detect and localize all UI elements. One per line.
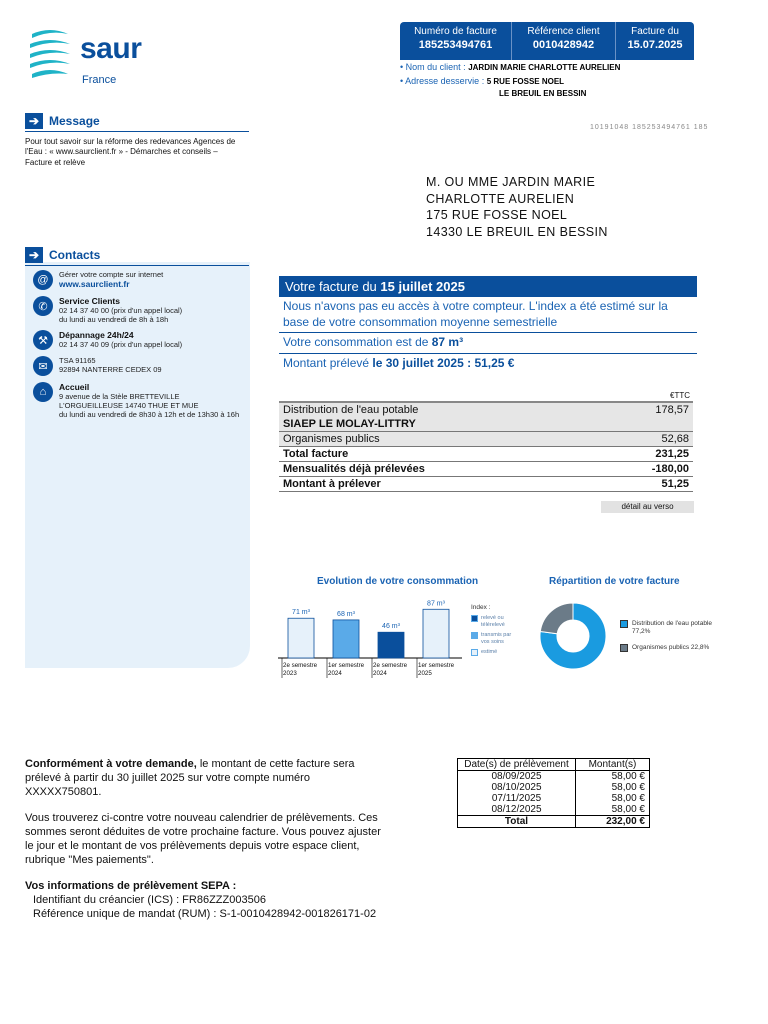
consumption-chart-title: Evolution de votre consommation xyxy=(317,576,479,587)
at-icon: @ xyxy=(33,270,53,290)
contact-text: Gérer votre compte sur internet xyxy=(59,270,164,279)
schedule-amount: 58,00 € xyxy=(576,804,650,816)
sepa-intro-bold: Conformément à votre demande, xyxy=(25,758,197,770)
contact-depannage xyxy=(33,330,241,350)
schedule-total-value: 232,00 € xyxy=(576,816,650,828)
sepa-intro-rest: le montant de cette facture sera prélevé à partir du 30 juillet 2025 sur votre compte numéro XXXXX750801. xyxy=(25,758,355,798)
consumption-bar xyxy=(288,618,314,658)
client-name-line xyxy=(400,62,620,72)
sepa-rum: Référence unique de mandat (RUM) : S-1-0010428942-001826171-02 xyxy=(33,907,377,920)
category-label: 2e semestre xyxy=(373,662,408,669)
schedule-total-row xyxy=(458,816,650,828)
contact-service-clients xyxy=(33,296,241,324)
amount-row xyxy=(279,477,693,492)
legend-swatch xyxy=(471,615,478,622)
brand-country: France xyxy=(82,74,117,86)
header-value: 185253494761 xyxy=(418,39,493,51)
mail-icon: ✉ xyxy=(33,356,53,376)
contact-title: Dépannage 24h/24 xyxy=(59,330,134,341)
schedule-row xyxy=(458,782,650,793)
invoice-date-cell xyxy=(616,22,694,60)
category-label: 2025 xyxy=(418,670,432,677)
sepa-info-title: Vos informations de prélèvement SEPA : xyxy=(25,880,237,893)
withdrawal-line xyxy=(279,354,697,374)
recipient-line: 175 RUE FOSSE NOEL xyxy=(426,208,568,222)
legend-item xyxy=(620,644,720,652)
amount-value: -180,00 xyxy=(597,462,693,477)
amounts-table-wrap xyxy=(279,401,693,492)
amounts-table xyxy=(279,403,693,492)
message-title: Message xyxy=(49,114,100,128)
wrench-icon: ⚒ xyxy=(33,330,53,350)
sepa-ics: Identifiant du créancier (ICS) : FR86ZZZ003506 xyxy=(33,894,266,906)
legend-swatch xyxy=(471,649,478,656)
withdrawal-label: Montant prélevé xyxy=(283,355,373,370)
category-label: 2e semestre xyxy=(283,662,318,669)
donut-slice xyxy=(540,603,573,634)
amount-row xyxy=(279,403,693,417)
amount-label: Total facture xyxy=(279,447,597,462)
legend-items xyxy=(471,615,531,656)
recipient-line: M. OU MME JARDIN MARIE xyxy=(426,175,596,189)
category-label: 2024 xyxy=(328,670,342,677)
bar-value-label: 46 m³ xyxy=(382,623,400,631)
bar-value-label: 71 m³ xyxy=(292,609,310,617)
contact-hours: du lundi au vendredi de 8h à 18h xyxy=(59,315,169,325)
header-label: Référence client xyxy=(527,26,600,37)
legend-label: Distribution de l'eau potable xyxy=(632,620,713,627)
consumption-value: 87 m³ xyxy=(431,335,464,350)
header-value: 0010428942 xyxy=(532,39,595,51)
amount-row xyxy=(279,447,693,462)
legend-value: 77,2% xyxy=(632,627,651,635)
schedule-header xyxy=(458,759,650,771)
contact-hours: du lundi au vendredi de 8h30 à 12h et de 13h30 à 16h xyxy=(59,410,240,420)
service-address-line1: 5 RUE FOSSE NOEL xyxy=(486,77,565,86)
contact-title: Service Clients xyxy=(59,296,120,306)
contacts-list xyxy=(25,266,249,429)
legend-item xyxy=(471,649,531,656)
amount-row xyxy=(279,462,693,477)
saur-wave-icon xyxy=(28,28,72,80)
consumption-line xyxy=(279,333,697,354)
consumption-bar xyxy=(333,620,359,658)
schedule-date: 08/12/2025 xyxy=(458,804,576,816)
brand-name: saur xyxy=(80,32,142,65)
legend-swatch xyxy=(471,632,478,639)
schedule-date: 08/09/2025 xyxy=(458,771,576,783)
phone-icon: ✆ xyxy=(33,296,53,316)
service-address-line2-wrap xyxy=(499,88,586,98)
consumption-bar xyxy=(423,609,449,658)
amount-label: Mensualités déjà prélevées xyxy=(279,462,597,477)
arrow-right-icon: ➔ xyxy=(25,247,43,263)
category-label: 1er semestre xyxy=(328,662,365,669)
legend-title: Index : xyxy=(471,604,491,611)
detail-link[interactable]: détail au verso xyxy=(601,501,694,513)
amount-label: Organismes publics xyxy=(279,432,597,447)
invoice-title xyxy=(279,276,697,297)
invoice-title-pre: Votre facture du xyxy=(285,279,381,294)
header-label: Facture du xyxy=(631,26,679,37)
legend-label: transmis par vos soins xyxy=(481,632,512,645)
consumption-legend xyxy=(471,604,531,656)
schedule-table-wrap xyxy=(457,758,650,828)
service-address-line xyxy=(400,76,564,86)
schedule-date: 08/10/2025 xyxy=(458,782,576,793)
legend-item xyxy=(471,615,531,628)
amount-value: 178,57 xyxy=(597,403,693,417)
invoice-title-date: 15 juillet 2025 xyxy=(380,279,465,294)
amount-value: 51,25 xyxy=(597,477,693,492)
recipient-line: CHARLOTTE AURELIEN xyxy=(426,191,575,206)
contact-address1: 9 avenue de la Stèle BRETTEVILLE xyxy=(59,392,180,402)
recipient-address xyxy=(426,174,608,240)
schedule-row xyxy=(458,771,650,783)
schedule-col-date: Date(s) de prélèvement xyxy=(458,759,576,771)
invoice-header-box xyxy=(400,22,694,60)
message-text: Pour tout savoir sur la réforme des redevances Agences de l'Eau : « www.saurclient.fr » - Démarches et conseils – Facture et relève xyxy=(25,137,236,167)
distribution-legend xyxy=(620,620,720,652)
legend-label: estimé xyxy=(481,649,498,656)
arrow-right-icon: ➔ xyxy=(25,113,43,129)
contact-mail-line1: TSA 91165 xyxy=(59,356,96,366)
sepa-paragraph-1 xyxy=(25,758,385,799)
client-reference-cell xyxy=(512,22,616,60)
category-label: 1er semestre xyxy=(418,662,455,669)
currency-label: €TTC xyxy=(670,391,690,400)
message-section xyxy=(25,113,249,168)
sepa-notice xyxy=(25,758,385,922)
recipient-line: 14330 LE BREUIL EN BESSIN xyxy=(426,224,608,239)
distribution-chart-title: Répartition de votre facture xyxy=(549,576,680,587)
header-label: Numéro de facture xyxy=(414,26,497,37)
home-icon: ⌂ xyxy=(33,382,53,402)
schedule-col-amount: Montant(s) xyxy=(576,759,650,771)
legend-item xyxy=(620,620,720,636)
legend-swatch xyxy=(620,644,628,652)
consumption-label: Votre consommation est de xyxy=(283,335,432,350)
reference-code: 10191048 185253494761 185 xyxy=(590,124,709,131)
contact-title: Accueil xyxy=(59,382,90,393)
legend-swatch xyxy=(620,620,628,628)
amount-value: 231,25 xyxy=(597,447,693,462)
distribution-donut-chart xyxy=(538,601,608,671)
category-label: 2024 xyxy=(373,670,387,677)
contacts-title: Contacts xyxy=(49,248,101,262)
legend-label: Organismes publics 22,8% xyxy=(632,643,710,651)
withdrawal-value: le 30 juillet 2025 : 51,25 € xyxy=(372,355,515,370)
website-link[interactable]: www.saurclient.fr xyxy=(59,279,130,289)
bar-value-label: 68 m³ xyxy=(337,610,355,618)
amount-label: SIAEP LE MOLAY-LITTRY xyxy=(279,417,597,432)
schedule-row xyxy=(458,793,650,804)
category-label: 2023 xyxy=(283,670,297,677)
logo xyxy=(28,28,168,88)
client-name-value: JARDIN MARIE CHARLOTTE AURELIEN xyxy=(468,63,621,72)
contact-mail-line2: 92894 NANTERRE CEDEX 09 xyxy=(59,365,162,375)
legend-item xyxy=(471,632,531,645)
contacts-section xyxy=(25,247,249,429)
schedule-table xyxy=(457,758,650,828)
amount-row xyxy=(279,432,693,447)
client-name-label: • Nom du client : xyxy=(400,62,466,72)
consumption-bar xyxy=(378,632,404,658)
invoice-number-cell xyxy=(400,22,512,60)
header-value: 15.07.2025 xyxy=(627,39,683,51)
contact-accueil xyxy=(33,382,241,419)
contact-address2: L'ORGUEILLEUSE 14740 THUE ET MUE xyxy=(59,401,199,411)
amount-row xyxy=(279,417,693,432)
invoice-summary xyxy=(279,276,697,373)
contact-web xyxy=(33,270,241,290)
bar-value-label: 87 m³ xyxy=(427,600,445,608)
amount-value xyxy=(597,417,693,432)
message-header xyxy=(25,113,249,132)
schedule-date: 07/11/2025 xyxy=(458,793,576,804)
schedule-amount: 58,00 € xyxy=(576,793,650,804)
contact-phone: 02 14 37 40 00 (prix d'un appel local) xyxy=(59,306,183,316)
service-address-label: • Adresse desservie : xyxy=(400,76,485,86)
sepa-paragraph-2: Vous trouverez ci-contre votre nouveau calendrier de prélèvements. Ces sommes seront déduites de votre prochaine facture. Vous pouvez ajuster le jour et le montant de vos prélèvements depuis votre espace client, rubrique "Mes paiements". xyxy=(25,812,381,866)
estimate-notice: Nous n'avons pas eu accès à votre compteur. L'index a été estimé sur la base de votre consommation moyenne semestrielle xyxy=(279,297,697,333)
contact-phone: 02 14 37 40 09 (prix d'un appel local) xyxy=(59,340,183,350)
contact-mail xyxy=(33,356,241,376)
amount-value: 52,68 xyxy=(597,432,693,447)
amount-label: Distribution de l'eau potable xyxy=(279,403,597,417)
legend-label: relevé ou télérelevé xyxy=(481,615,505,628)
schedule-total-label: Total xyxy=(458,816,576,828)
contacts-header xyxy=(25,247,249,266)
schedule-amount: 58,00 € xyxy=(576,771,650,783)
schedule-amount: 58,00 € xyxy=(576,782,650,793)
schedule-row xyxy=(458,804,650,816)
amount-label: Montant à prélever xyxy=(279,477,597,492)
service-address-line2: LE BREUIL EN BESSIN xyxy=(499,89,587,98)
